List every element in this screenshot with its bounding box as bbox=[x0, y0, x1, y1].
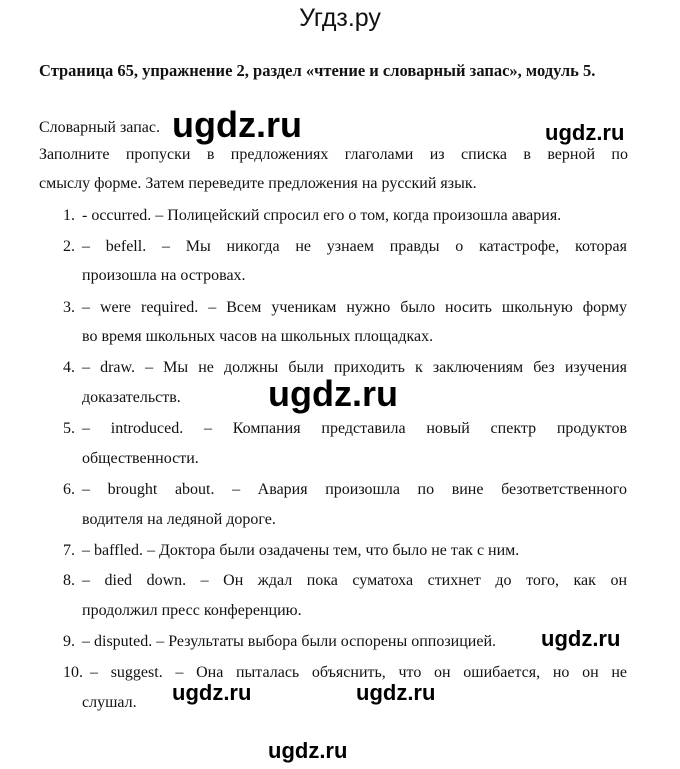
item-number: 2. bbox=[63, 238, 75, 255]
item-text: – baffled. – Доктора были озадачены тем, что было не так с ним. bbox=[82, 542, 520, 559]
item-text-cont: доказательств. bbox=[82, 389, 181, 406]
section-label: Словарный запас. bbox=[39, 119, 160, 136]
watermark: ugdz.ru bbox=[268, 738, 348, 763]
item-text-cont: произошла на островах. bbox=[82, 267, 246, 284]
item-number: 8. bbox=[63, 572, 75, 589]
instruction-line-1: Заполните пропуски в предложениях глаголами из списка в верной по bbox=[39, 146, 628, 163]
item-text: – brought about. – Авария произошла по вине безответственного bbox=[82, 481, 627, 498]
item-text-cont: слушал. bbox=[82, 694, 137, 711]
item-number: 5. bbox=[63, 420, 75, 437]
watermark: ugdz.ru bbox=[172, 104, 302, 145]
item-number: 7. bbox=[63, 542, 75, 559]
site-title: Угдз.ру bbox=[299, 4, 381, 32]
watermark: ugdz.ru bbox=[268, 373, 398, 414]
item-text: – suggest. – Она пыталась объяснить, что он ошибается, но он не bbox=[90, 664, 627, 681]
item-number: 4. bbox=[63, 359, 75, 376]
item-number: 9. bbox=[63, 633, 75, 650]
item-text: – were required. – Всем ученикам нужно было носить школьную форму bbox=[82, 299, 627, 316]
item-number: 10. bbox=[63, 664, 83, 681]
watermark: ugdz.ru bbox=[545, 120, 625, 145]
item-text-cont: продолжил пресс конференцию. bbox=[82, 602, 302, 619]
item-text-cont: общественности. bbox=[82, 450, 199, 467]
item-number: 1. bbox=[63, 207, 75, 224]
item-number: 3. bbox=[63, 299, 75, 316]
item-text: – draw. – Мы не должны были приходить к заключениям без изучения bbox=[82, 359, 627, 376]
instruction-line-2: смыслу форме. Затем переведите предложения на русский язык. bbox=[39, 175, 477, 192]
item-text: – died down. – Он ждал пока суматоха стихнет до того, как он bbox=[82, 572, 627, 589]
watermark: ugdz.ru bbox=[541, 626, 621, 651]
item-text: – introduced. – Компания представила новый спектр продуктов bbox=[82, 420, 627, 437]
watermark: ugdz.ru bbox=[356, 680, 436, 705]
item-text: - occurred. – Полицейский спросил его о том, когда произошла авария. bbox=[82, 207, 562, 224]
item-text: – disputed. – Результаты выбора были оспорены оппозицией. bbox=[82, 633, 497, 650]
item-text-cont: во время школьных часов на школьных площадках. bbox=[82, 328, 434, 345]
watermark: ugdz.ru bbox=[172, 680, 252, 705]
item-text: – befell. – Мы никогда не узнаем правды о катастрофе, которая bbox=[82, 238, 627, 255]
item-text-cont: водителя на ледяной дороге. bbox=[82, 511, 276, 528]
item-number: 6. bbox=[63, 481, 75, 498]
exercise-heading: Страница 65, упражнение 2, раздел «чтение и словарный запас», модуль 5. bbox=[39, 61, 596, 80]
